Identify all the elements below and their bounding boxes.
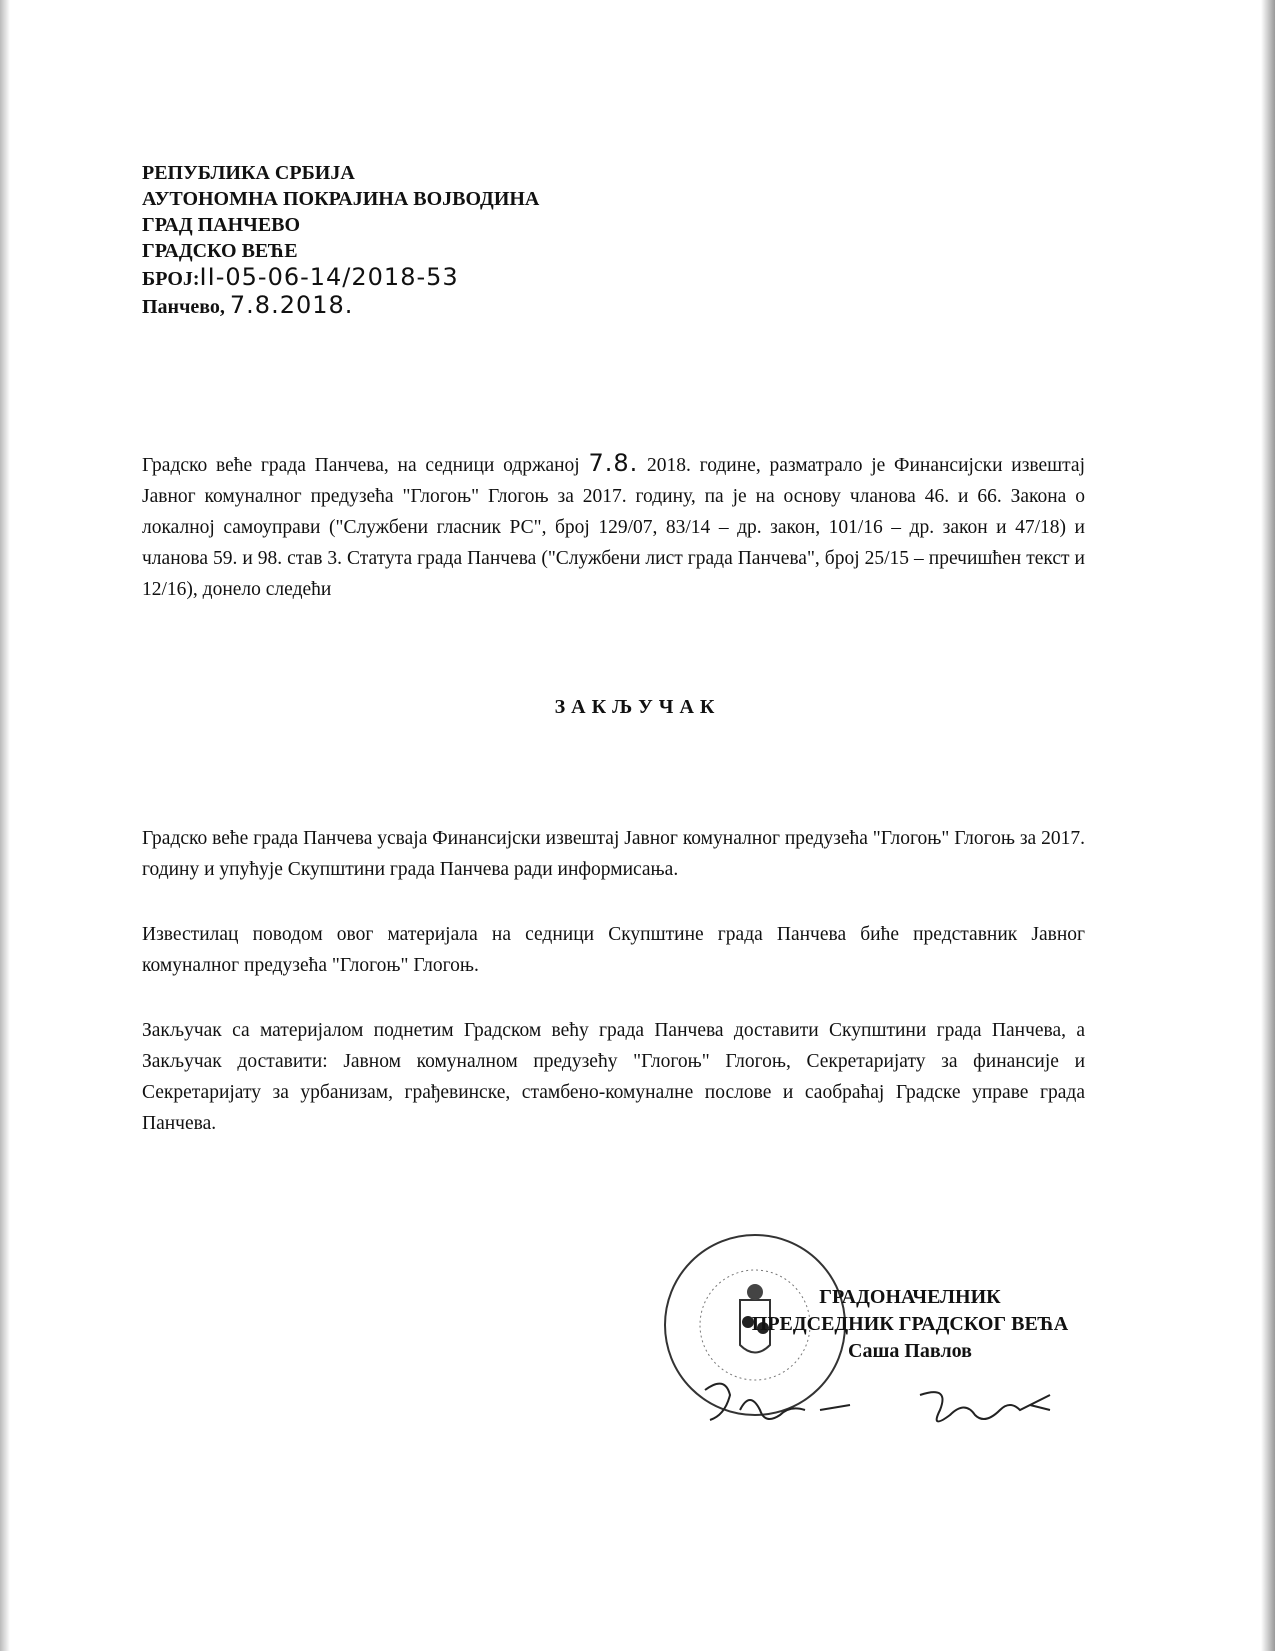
scan-edge-left (0, 0, 10, 1651)
number-value: II-05-06-14/2018-53 (199, 263, 459, 291)
place-label: Панчево, (142, 296, 225, 318)
date-value: 7.8.2018. (229, 291, 354, 319)
intro-text: Градско веће града Панчева, на седници одржаној (142, 455, 589, 476)
intro-text-cont: 2018. године, разматрало је Финансијски извештај Јавног комуналног предузећа "Глогоњ" Глогоњ за 2017. годину, па је на основу чланова 46. и 66. Закона о локалној самоуправи ("Службени гласник РС", број 129/07, 83/14 – др. закон, 101/16 – др. закон и 47/18) и чланова 59. и 98. став 3. Статута града Панчева ("Службени лист града Панчева", број 25/15 – пречишћен текст и 12/16), донело следећи (142, 455, 1085, 600)
header-line: ГРАД ПАНЧЕВО (142, 214, 301, 236)
place-date (142, 292, 539, 320)
handwritten-signature (700, 1380, 1100, 1440)
handwritten-date: 7.8. (588, 449, 639, 477)
signatory-name: Саша Павлов (848, 1340, 972, 1362)
signatory-position: ПРЕДСЕДНИК ГРАДСКОГ ВЕЋА (751, 1313, 1069, 1335)
body-paragraph: Градско веће града Панчева усваја Финансијски извештај Јавног комуналног предузећа "Глогоњ" Глогоњ за 2017. годину и упућује Скупштини града Панчева ради информисања. (142, 828, 1085, 880)
intro-paragraph (142, 448, 1085, 605)
document-header (142, 160, 539, 320)
document-number (142, 264, 539, 292)
body-paragraph: Закључак са материјалом поднетим Градском већу града Панчева доставити Скупштини града Панчева, а Закључак доставити: Јавном комуналном предузећу "Глогоњ" Глогоњ, Секретаријату за финансије и Секретаријату за урбанизам, грађевинске, стамбено-комуналне послове и саобраћај Градске управе града Панчева. (142, 1020, 1085, 1134)
header-line: РЕПУБЛИКА СРБИЈА (142, 162, 355, 184)
document-title: ЗАКЉУЧАК (554, 696, 721, 718)
signature-block (690, 1284, 1130, 1365)
header-line: ГРАДСКО ВЕЋЕ (142, 240, 298, 262)
scan-edge-right (1261, 0, 1275, 1651)
header-line: АУТОНОМНА ПОКРАЈИНА ВОЈВОДИНА (142, 188, 540, 210)
number-label: БРОЈ: (142, 268, 200, 290)
signatory-title: ГРАДОНАЧЕЛНИК (819, 1286, 1001, 1308)
body-paragraph: Известилац поводом овог материјала на седници Скупштине града Панчева биће представник Јавног комуналног предузећа "Глогоњ" Глогоњ. (142, 924, 1085, 976)
